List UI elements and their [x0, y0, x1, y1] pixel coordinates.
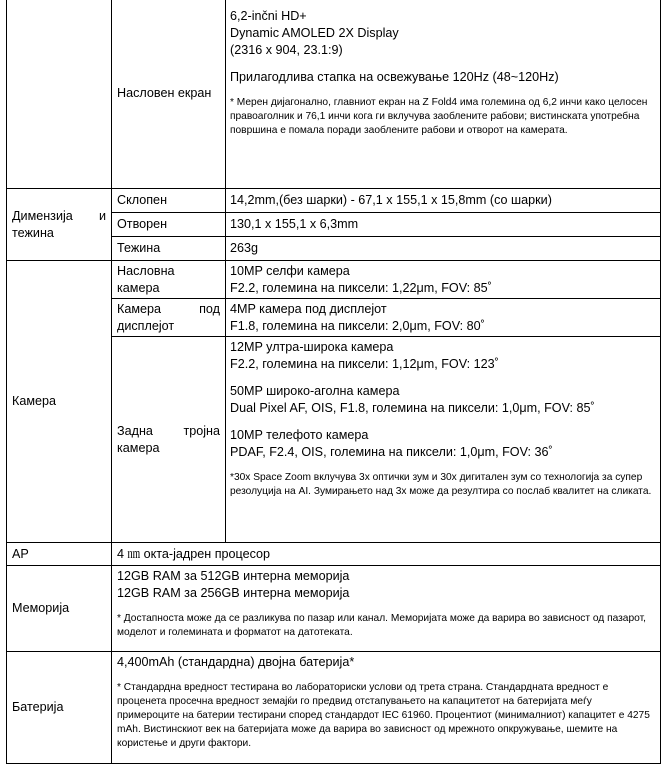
- display-footnote: * Мерен дијагонално, главниот екран на Z Fold4 има големина од 6,2 инчи како целосен правоаголник и 76,1 инчи кога ги вклучува заоблените рабови; вистинската употребна површина е помала поради заоблените рабови и отворот на камерата.: [230, 97, 648, 136]
- spec-table: [6, 0, 661, 764]
- table-row-main-display: [7, 0, 661, 189]
- memory-value: [112, 566, 661, 652]
- rear-camera-label-text: Задна тројна камера: [117, 423, 220, 455]
- display-section-cell: [7, 0, 112, 189]
- table-row-cover-camera: [7, 261, 661, 299]
- wide-camera-line-2: Dual Pixel AF, OIS, F1.8, големина на пиксели: 1,0μm, FOV: 85˚: [230, 401, 595, 415]
- cover-camera-line-1: 10MP селфи камера: [230, 263, 350, 278]
- table-row-ap: [7, 543, 661, 566]
- main-display-value: [226, 0, 661, 189]
- display-refresh-rate: Прилагодлива стапка на освежување 120Hz (48~120Hz): [230, 70, 559, 84]
- rear-camera-label: [112, 337, 226, 543]
- memory-option-2: 12GB RAM за 256GB интерна меморија: [117, 586, 350, 600]
- unfolded-label: Отворен: [112, 213, 226, 237]
- memory-footnote: * Достапноста може да се разликува по пазар или канал. Меморијата може да варира во зависност од пазарот, моделот и големината и форматот на датотеката.: [117, 613, 646, 638]
- battery-footnote: * Стандардна вредност тестирана во лабораториски услови од трета страна. Стандардната вредност е проценета просечна вредност земајќи го предвид отстапувањето на капацитетот на батеријата меѓу примероците на батерии тестирани според стандардот IEC 61960. Процентиот (минималниот) капацитет е 4275 mAh. Вистинскиот век на батеријата може да варира во зависност од мрежното опкружување, шемите на користење и други фактори.: [117, 682, 650, 749]
- display-resolution: (2316 x 904, 23.1:9): [230, 43, 343, 57]
- udc-camera-value: [226, 299, 661, 337]
- folded-label: Склопен: [112, 189, 226, 213]
- main-display-label: Насловен екран: [112, 0, 226, 189]
- rear-camera-footnote: *30x Space Zoom вклучува 3x оптички зум и 30x дигитален зум со технологија за супер резолуција на AI. Зумирањето над 3x може да резултира со послаб квалитет на сликата.: [230, 472, 652, 497]
- weight-value: 263g: [226, 237, 661, 261]
- udc-camera-line-2: F1.8, големина на пиксели: 2,0μm, FOV: 80˚: [230, 318, 485, 333]
- dimensions-label-text: Димензија и тежина: [12, 208, 106, 240]
- wide-camera-line-1: 50MP широко-аголна камера: [230, 384, 400, 398]
- memory-label: Меморија: [7, 566, 112, 652]
- ap-value: 4 ㎚ окта-јадрен процесор: [112, 543, 661, 566]
- ultrawide-camera-line-1: 12MP ултра-широка камера: [230, 340, 394, 354]
- cover-camera-line-2: F2.2, големина на пиксели: 1,22μm, FOV: 85˚: [230, 280, 492, 295]
- tele-camera-line-2: PDAF, F2.4, OIS, големина на пиксели: 1,0μm, FOV: 36˚: [230, 445, 553, 459]
- weight-label: Тежина: [112, 237, 226, 261]
- cover-camera-label: Насловна камера: [112, 261, 226, 299]
- table-row-battery: [7, 652, 661, 764]
- tele-camera-line-1: 10MP телефото камера: [230, 428, 369, 442]
- table-row-memory: [7, 566, 661, 652]
- udc-camera-line-1: 4MP камера под дисплејот: [230, 301, 387, 316]
- memory-option-1: 12GB RAM за 512GB интерна меморија: [117, 569, 350, 583]
- display-type-line-1: 6,2-inčni HD+: [230, 9, 307, 23]
- battery-value: [112, 652, 661, 764]
- display-type-line-2: Dynamic AMOLED 2X Display: [230, 26, 399, 40]
- ap-label: AP: [7, 543, 112, 566]
- folded-value: 14,2mm,(без шарки) - 67,1 x 155,1 x 15,8mm (со шарки): [226, 189, 661, 213]
- udc-camera-label: [112, 299, 226, 337]
- udc-camera-label-text: Камера под дисплејот: [117, 301, 220, 333]
- camera-label: Камера: [7, 261, 112, 543]
- battery-capacity: 4,400mAh (стандардна) двојна батерија*: [117, 655, 355, 669]
- table-row-folded: [7, 189, 661, 213]
- battery-label: Батерија: [7, 652, 112, 764]
- rear-camera-value: [226, 337, 661, 543]
- unfolded-value: 130,1 x 155,1 x 6,3mm: [226, 213, 661, 237]
- ultrawide-camera-line-2: F2.2, големина на пиксели: 1,12μm, FOV: 123˚: [230, 357, 499, 371]
- cover-camera-value: [226, 261, 661, 299]
- dimensions-label: [7, 189, 112, 261]
